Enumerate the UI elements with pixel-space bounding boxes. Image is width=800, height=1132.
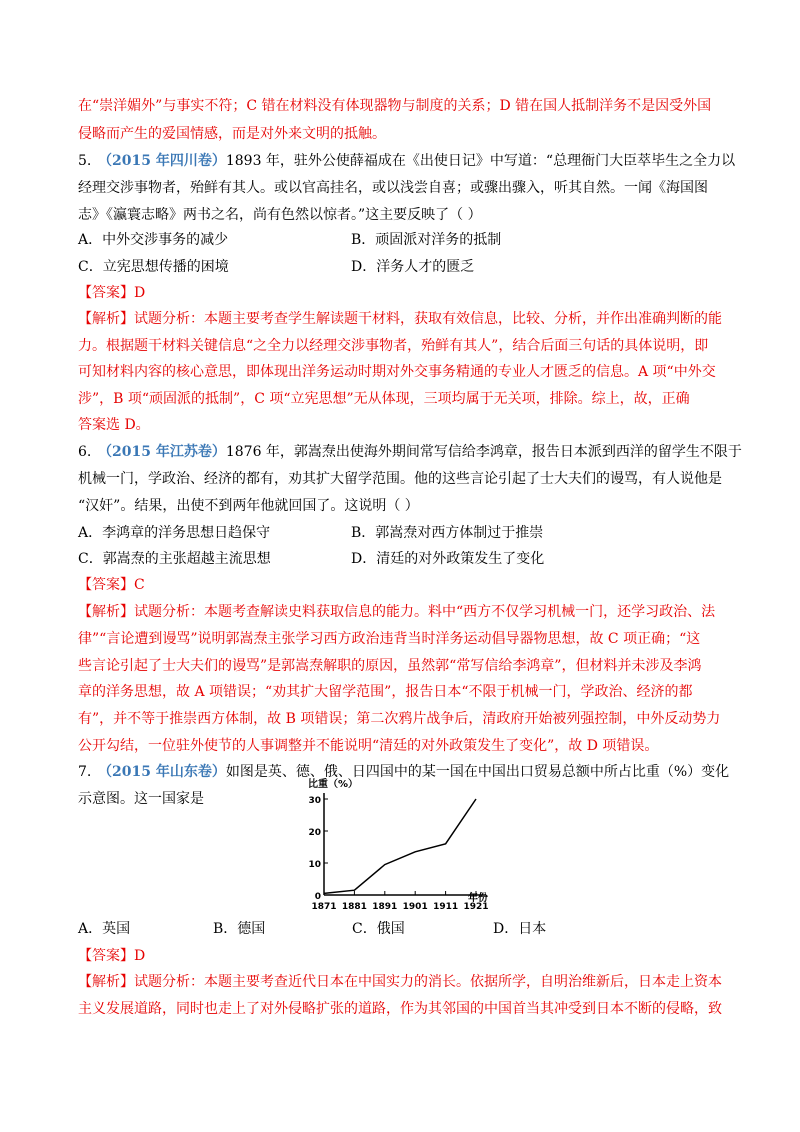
- option-a: A．英国: [78, 921, 131, 937]
- question-7-stem-line: 示意图。这一国家是: [78, 791, 204, 807]
- question-number: 6.: [78, 444, 92, 460]
- analysis-line: 涉”，B 项“顽固派的抵制”，C 项“立宪思想”无从体现，三项均属于无关项，排除。综上，故，正确: [78, 391, 690, 407]
- option-b: B．德国: [213, 921, 266, 937]
- option-a: A．李鸿章的洋务思想日趋保守: [78, 525, 271, 541]
- trade-share-line-chart: [306, 775, 496, 915]
- option-d: D．清廷的对外政策发生了变化: [351, 551, 545, 567]
- question-number: 5.: [78, 153, 92, 169]
- analysis-line: 律”“言论遭到谩骂”说明郭嵩焘主张学习西方政治违背当时洋务运动倡导器物思想，故 C 项正确；“这: [78, 631, 701, 647]
- x-tick-label: 1921: [463, 902, 489, 912]
- x-tick-label: 1891: [372, 902, 398, 912]
- question-number: 7.: [78, 764, 92, 780]
- question-5-stem-line: 经理交涉事物者，殆鲜有其人。或以官高挂名，或以浅尝自喜；或骤出骤入，听其自然。一闻《海国图: [78, 180, 708, 196]
- answer-label: 【答案】D: [78, 285, 146, 301]
- analysis-line: 力。根据题干材料关键信息“之全力以经理交涉事物者，殆鲜有其人”，结合后面三句话的具体说明，即: [78, 338, 709, 354]
- answer-label: 【答案】C: [78, 577, 145, 593]
- x-tick-label: 1871: [311, 902, 337, 912]
- question-text: 1893 年，驻外公使薛福成在《出使日记》中写道：“总理衙门大臣萃毕生之全力以: [225, 153, 736, 169]
- option-d: D．洋务人才的匮乏: [351, 259, 475, 275]
- question-source: （2015 年山东卷）: [98, 764, 226, 780]
- option-d: D．日本: [493, 921, 547, 937]
- option-b: B．郭嵩焘对西方体制过于推崇: [351, 525, 544, 541]
- option-c: C．俄国: [352, 921, 405, 937]
- analysis-line: 有”，并不等于推崇西方体制，故 B 项错误；第二次鸦片战争后，清政府开始被列强控制，中外反动势力: [78, 711, 721, 727]
- question-6-stem-line: [78, 442, 742, 462]
- analysis-line: 章的洋务思想，故 A 项错误；“劝其扩大留学范围”，报告日本“不限于机械一门，学政治、经济的都: [78, 684, 693, 700]
- analysis-line: 些言论引起了士大夫们的谩骂”是郭嵩焘解职的原因，虽然郭“常写信给李鸿章”，但材料并未涉及李鸿: [78, 658, 702, 674]
- question-source: （2015 年江苏卷）: [98, 444, 226, 460]
- y-axis-label: 比重（%）: [308, 779, 359, 790]
- analysis-line: 【解析】试题分析：本题主要考查近代日本在中国实力的消长。依据所学，自明治维新后，日本走上资本: [78, 974, 722, 990]
- y-tick-label: 0: [314, 892, 321, 902]
- option-c: C．立宪思想传播的困境: [78, 259, 229, 275]
- y-tick-label: 20: [308, 828, 321, 838]
- question-text: 如图是英、德、俄、日四国中的某一国在中国出口贸易总额中所占比重（%）变化: [225, 764, 730, 780]
- analysis-line: 主义发展道路，同时也走上了对外侵略扩张的道路，作为其邻国的中国首当其冲受到日本不断的侵略，致: [78, 1001, 722, 1017]
- analysis-line: 【解析】试题分析：本题考查解读史料获取信息的能力。料中“西方不仅学习机械一门，还学习政治、法: [78, 604, 716, 620]
- analysis-line: 可知材料内容的核心意思，即体现出洋务运动时期对外交事务精通的专业人才匮乏的信息。A 项“中外交: [78, 364, 716, 380]
- y-tick-label: 10: [308, 860, 321, 870]
- x-axis-label: 年份: [468, 893, 488, 904]
- question-6-stem-line: “汉奸”。结果，出使不到两年他就回国了。这说明（ ）: [78, 498, 419, 514]
- prev-analysis-line: 在“崇洋媚外”与事实不符；C 错在材料没有体现器物与制度的关系；D 错在国人抵制洋务不是因受外国: [78, 98, 712, 114]
- prev-analysis-line: 侵略而产生的爱国情感，而是对外来文明的抵触。: [78, 126, 386, 142]
- option-c: C．郭嵩焘的主张超越主流思想: [78, 551, 271, 567]
- x-tick-label: 1881: [341, 902, 367, 912]
- series-line: [324, 799, 476, 893]
- question-5-stem-line: [78, 151, 735, 171]
- question-6-stem-line: 机械一门，学政治、经济的都有，劝其扩大留学范围。他的这些言论引起了士大夫们的谩骂，有人说他是: [78, 471, 722, 487]
- y-tick-label: 30: [308, 796, 321, 806]
- x-tick-label: 1901: [402, 902, 428, 912]
- option-b: B．顽固派对洋务的抵制: [351, 232, 502, 248]
- x-tick-label: 1911: [433, 902, 459, 912]
- option-a: A．中外交涉事务的减少: [78, 232, 229, 248]
- question-text: 1876 年，郭嵩焘出使海外期间常写信给李鸿章，报告日本派到西洋的留学生不限于: [225, 444, 742, 460]
- analysis-line: 答案选 D。: [78, 417, 150, 433]
- question-source: （2015 年四川卷）: [98, 153, 226, 169]
- analysis-line: 【解析】试题分析：本题主要考查学生解读题干材料，获取有效信息，比较、分析，并作出准确判断的能: [78, 311, 722, 327]
- analysis-line: 公开勾结，一位驻外使节的人事调整并不能说明“清廷的对外政策发生了变化”，故 D 项错误。: [78, 738, 659, 754]
- answer-label: 【答案】D: [78, 948, 146, 964]
- question-5-stem-line: 志》《瀛寰志略》两书之名，尚有色然以惊者。”这主要反映了（ ）: [78, 207, 482, 223]
